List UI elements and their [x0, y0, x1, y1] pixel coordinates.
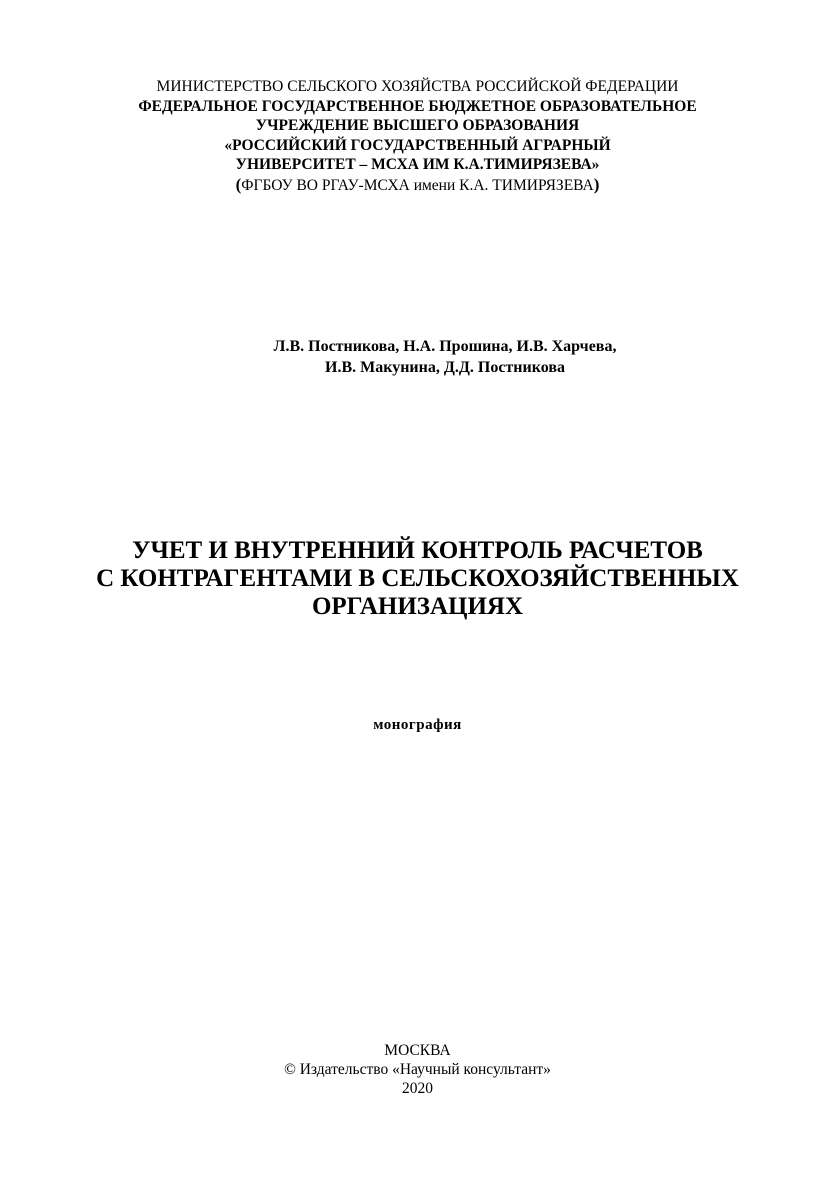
institution-header [0, 77, 835, 195]
publisher: © Издательство «Научный консультант» [284, 1061, 551, 1078]
title-line-1: УЧЕТ И ВНУТРЕННИЙ КОНТРОЛЬ РАСЧЕТОВ [132, 537, 703, 564]
document-type: монография [373, 717, 462, 733]
title-line-3: ОРГАНИЗАЦИЯХ [311, 593, 524, 620]
abbreviation-text: ФГБОУ ВО РГАУ-МСХА имени К.А. ТИМИРЯЗЕВА [241, 176, 594, 194]
ministry-line: МИНИСТЕРСТВО СЕЛЬСКОГО ХОЗЯЙСТВА РОССИЙСКОЙ ФЕДЕРАЦИИ [156, 78, 679, 95]
institution-line-4: УНИВЕРСИТЕТ – МСХА ИМ К.А.ТИМИРЯЗЕВА» [235, 156, 600, 173]
authors-line-1: Л.В. Постникова, Н.А. Прошина, И.В. Харчева, [273, 338, 617, 355]
institution-line-1: ФЕДЕРАЛЬНОЕ ГОСУДАРСТВЕННОЕ БЮДЖЕТНОЕ ОБРАЗОВАТЕЛЬНОЕ [138, 97, 697, 115]
authors-line-2: И.В. Макунина, Д.Д. Постникова [325, 359, 565, 376]
open-paren: ( [235, 174, 242, 194]
city: МОСКВА [384, 1042, 451, 1059]
book-title [0, 537, 835, 621]
authors [225, 336, 665, 378]
institution-line-3: «РОССИЙСКИЙ ГОСУДАРСТВЕННЫЙ АГРАРНЫЙ [224, 136, 611, 154]
title-line-2: С КОНТРАГЕНТАМИ В СЕЛЬСКОХОЗЯЙСТВЕННЫХ [96, 565, 739, 592]
close-paren: ) [593, 174, 600, 194]
imprint [0, 1041, 835, 1098]
year: 2020 [402, 1080, 433, 1097]
institution-line-2: УЧРЕЖДЕНИЕ ВЫСШЕГО ОБРАЗОВАНИЯ [255, 117, 580, 134]
institution-abbreviation [0, 175, 835, 196]
